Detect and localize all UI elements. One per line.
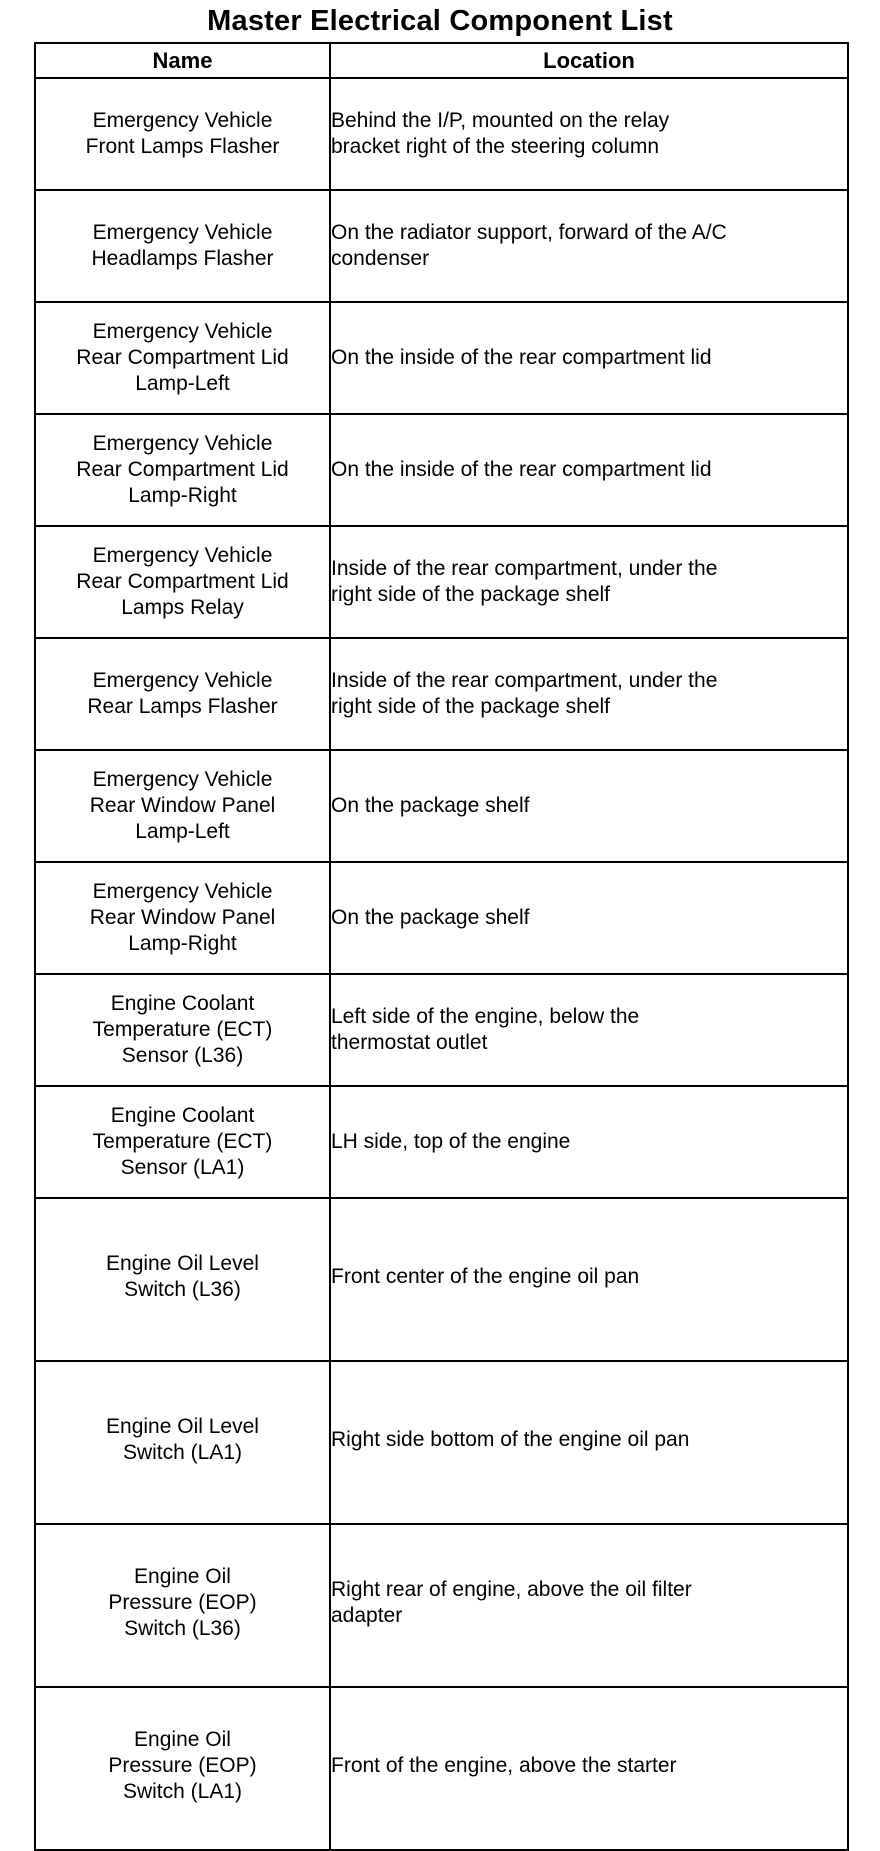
component-table	[34, 42, 849, 1851]
component-location: Inside of the rear compartment, under the right side of the package shelf	[330, 638, 848, 750]
table-row	[35, 750, 848, 862]
component-name: Engine Coolant Temperature (ECT) Sensor (L36)	[35, 974, 330, 1086]
table-row	[35, 78, 848, 190]
column-header-location: Location	[330, 43, 848, 78]
table-row	[35, 1198, 848, 1361]
table-row	[35, 1524, 848, 1687]
component-location: Right side bottom of the engine oil pan	[330, 1361, 848, 1524]
component-location: Right rear of engine, above the oil filter adapter	[330, 1524, 848, 1687]
table-row	[35, 862, 848, 974]
table-row	[35, 190, 848, 302]
component-name: Engine Oil Level Switch (LA1)	[35, 1361, 330, 1524]
component-name: Emergency Vehicle Front Lamps Flasher	[35, 78, 330, 190]
component-name: Emergency Vehicle Rear Compartment Lid Lamp-Right	[35, 414, 330, 526]
component-location: Left side of the engine, below the thermostat outlet	[330, 974, 848, 1086]
table-row	[35, 1687, 848, 1850]
component-name: Engine Coolant Temperature (ECT) Sensor (LA1)	[35, 1086, 330, 1198]
component-location: On the inside of the rear compartment lid	[330, 414, 848, 526]
table-row	[35, 302, 848, 414]
table-row	[35, 1086, 848, 1198]
component-name: Engine Oil Pressure (EOP) Switch (L36)	[35, 1524, 330, 1687]
table-row	[35, 526, 848, 638]
component-name: Emergency Vehicle Rear Window Panel Lamp-Right	[35, 862, 330, 974]
component-name: Emergency Vehicle Rear Lamps Flasher	[35, 638, 330, 750]
component-location: On the package shelf	[330, 862, 848, 974]
component-location: On the package shelf	[330, 750, 848, 862]
table-row	[35, 414, 848, 526]
component-location: LH side, top of the engine	[330, 1086, 848, 1198]
table-row	[35, 974, 848, 1086]
component-location: Behind the I/P, mounted on the relay bracket right of the steering column	[330, 78, 848, 190]
component-name: Engine Oil Level Switch (L36)	[35, 1198, 330, 1361]
component-name: Emergency Vehicle Rear Compartment Lid Lamp-Left	[35, 302, 330, 414]
component-location: On the inside of the rear compartment lid	[330, 302, 848, 414]
component-name: Engine Oil Pressure (EOP) Switch (LA1)	[35, 1687, 330, 1850]
column-header-name: Name	[35, 43, 330, 78]
page-title: Master Electrical Component List	[207, 5, 673, 37]
component-location: Front center of the engine oil pan	[330, 1198, 848, 1361]
table-row	[35, 638, 848, 750]
component-location: On the radiator support, forward of the A/C condenser	[330, 190, 848, 302]
component-name: Emergency Vehicle Headlamps Flasher	[35, 190, 330, 302]
component-name: Emergency Vehicle Rear Compartment Lid Lamps Relay	[35, 526, 330, 638]
table-header-row	[35, 43, 848, 78]
component-name: Emergency Vehicle Rear Window Panel Lamp-Left	[35, 750, 330, 862]
table-row	[35, 1361, 848, 1524]
component-location: Front of the engine, above the starter	[330, 1687, 848, 1850]
component-location: Inside of the rear compartment, under the right side of the package shelf	[330, 526, 848, 638]
